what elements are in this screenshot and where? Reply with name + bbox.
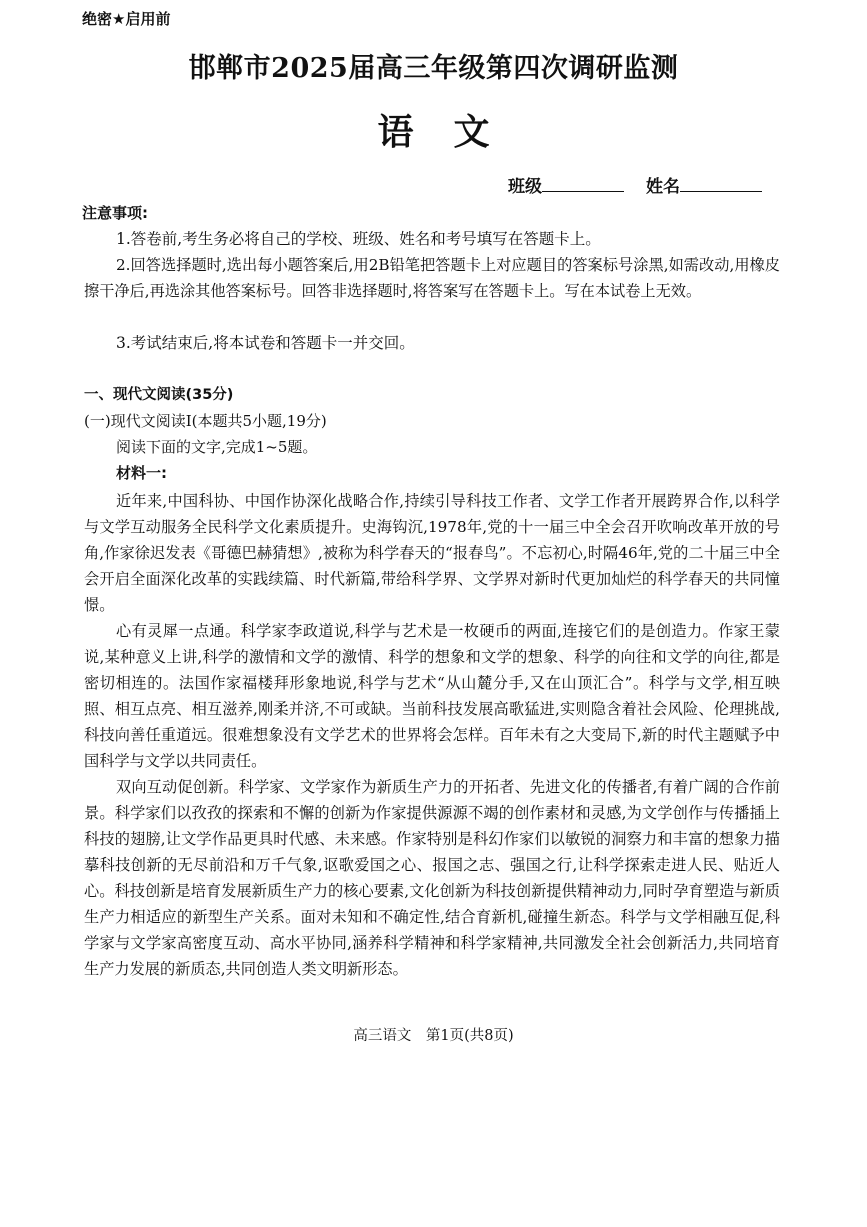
confidential-label: 绝密★启用前 [82,10,171,28]
exam-title: 邯郸市2025届高三年级第四次调研监测 [188,53,679,84]
section-heading: 一、现代文阅读(35分) [84,387,234,403]
notice-item-2: 2.回答选择题时,选出每小题答案后,用2B铅笔把答题卡上对应题目的答案标号涂黑,如需改动,用橡皮擦干净后,再选涂其他答案标号。回答非选择题时,将答案写在答题卡上。写在本试卷上无效。 [84,256,780,300]
paragraph-1: 近年来,中国科协、中国作协深化战略合作,持续引导科技工作者、文学工作者开展跨界合作,以科学与文学互动服务全民科学文化素质提升。史海钩沉,1978年,党的十一届三中全会召开吹响改革开放的号角,作家徐迟发表《哥德巴赫猜想》,被称为科学春天的“报春鸟”。不忘初心,时隔46年,党的二十届三中全会开启全面深化改革的实践续篇、时代新篇,带给科学界、文学界对新时代更加灿烂的科学春天的共同憧憬。 [84,492,780,614]
section-subheading: (一)现代文阅读Ⅰ(本题共5小题,19分) [84,412,327,430]
notice-item-1: 1.答卷前,考生务必将自己的学校、班级、姓名和考号填写在答题卡上。 [116,230,601,248]
name-label: 姓名 [646,177,680,197]
subject-title: 语文 [377,111,530,153]
notice-heading: 注意事项: [82,204,148,222]
notice-item-3: 3.考试结束后,将本试卷和答题卡一并交回。 [116,334,415,352]
reading-instruction: 阅读下面的文字,完成1~5题。 [116,438,318,456]
paragraph-3: 双向互动促创新。科学家、文学家作为新质生产力的开拓者、先进文化的传播者,有着广阔的合作前景。科学家们以孜孜的探索和不懈的创新为作家提供源源不竭的创作素材和灵感,为文学创作与传播插上科技的翅膀,让文学作品更具时代感、未来感。作家特别是科幻作家们以敏锐的洞察力和丰富的想象力描摹科技创新的无尽前沿和万千气象,讴歌爱国之心、报国之志、强国之行,让科学探索走进人民、贴近人心。科技创新是培育发展新质生产力的核心要素,文化创新为科技创新提供精神动力,同时孕育塑造与新质生产力相适应的新型生产关系。面对未知和不确定性,结合育新机,碰撞生新态。科学与文学相融互促,科学家与文学家高密度互动、高水平协同,涵养科学精神和科学家精神,共同激发全社会创新活力,共同培育生产力发展的新质态,共同创造人类文明新形态。 [84,778,780,978]
name-blank-line[interactable] [680,175,762,192]
class-label: 班级 [508,177,542,197]
name-field[interactable] [646,172,762,197]
class-field[interactable] [508,172,624,197]
material-label: 材料一: [116,464,167,482]
page-footer: 高三语文 第1页(共8页) [353,1028,514,1044]
class-blank-line[interactable] [542,175,624,192]
paragraph-2: 心有灵犀一点通。科学家李政道说,科学与艺术是一枚硬币的两面,连接它们的是创造力。作家王蒙说,某种意义上讲,科学的激情和文学的激情、科学的想象和文学的想象、科学的向往和文学的向往,都是密切相连的。法国作家福楼拜形象地说,科学与艺术“从山麓分手,又在山顶汇合”。科学与文学,相互映照、相互点亮、相互滋养,刚柔并济,不可或缺。当前科技发展高歌猛进,实则隐含着社会风险、伦理挑战,科技向善任重道远。很难想象没有文学艺术的世界将会怎样。百年未有之大变局下,新的时代主题赋予中国科学与文学以共同责任。 [84,622,780,770]
